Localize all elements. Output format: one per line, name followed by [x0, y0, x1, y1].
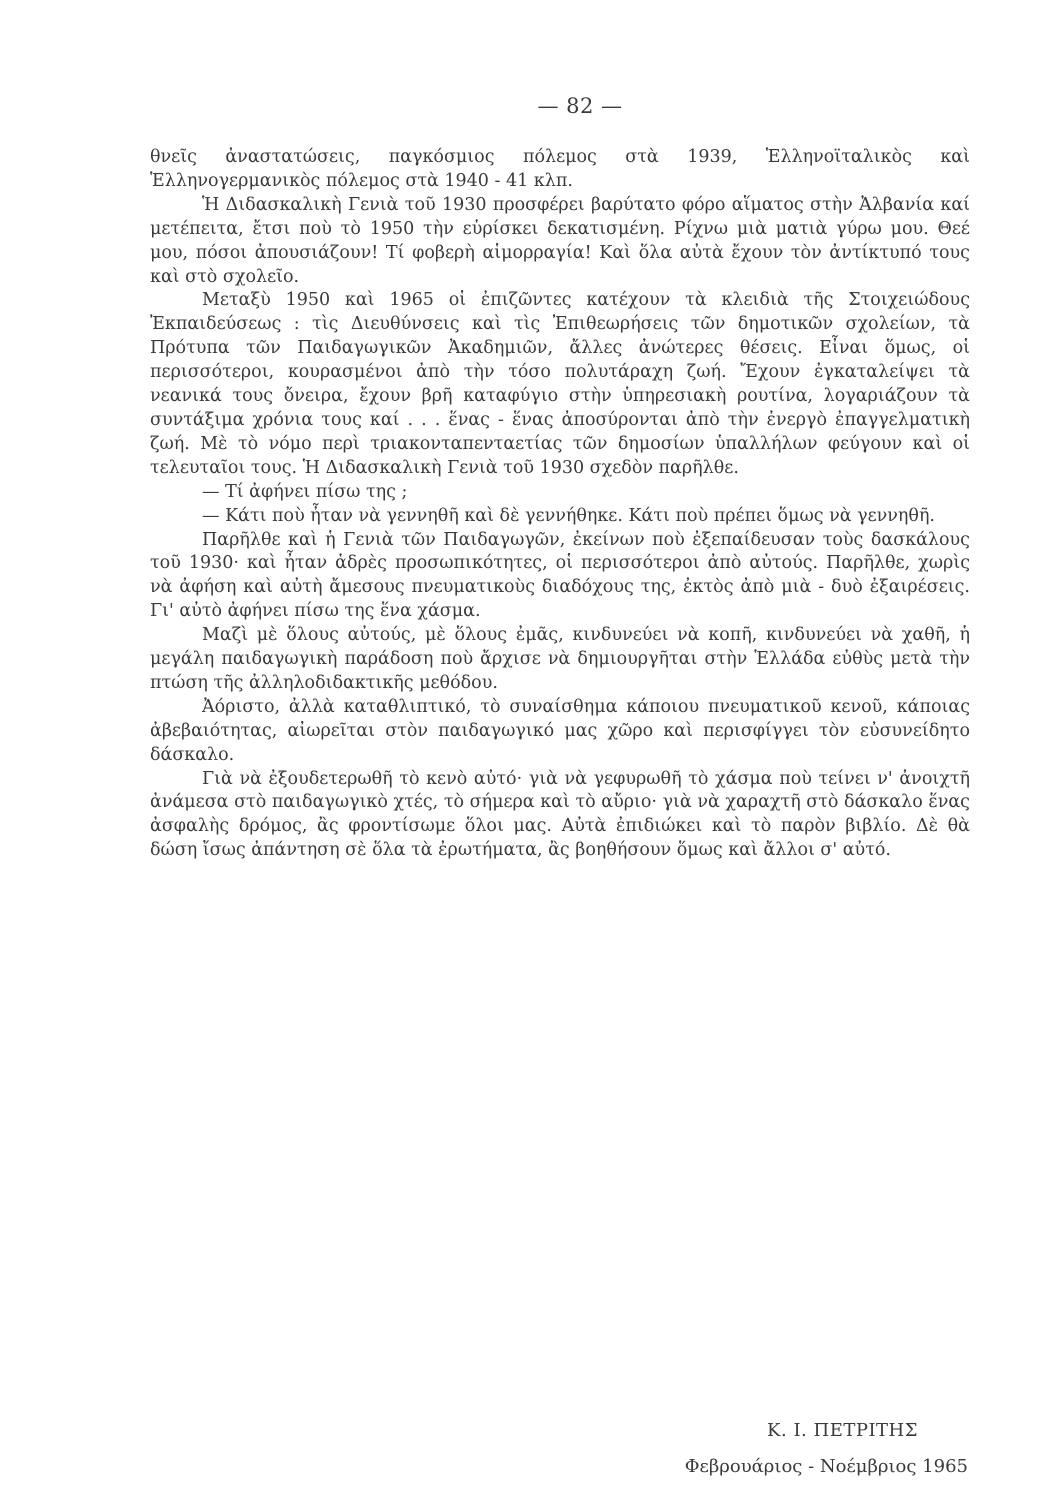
- page-number: — 82 —: [537, 94, 623, 118]
- author-name: Κ. Ι. ΠΕΤΡΙΤΗΣ: [767, 1420, 918, 1441]
- paragraph: Γιὰ νὰ ἐξουδετερωθῆ τὸ κενὸ αὐτό· γιὰ νὰ γεφυρωθῆ τὸ χάσμα ποὺ τείνει ν' ἀνοιχτῆ ἀνάμεσα στὸ παιδαγωγικὸ χτές, τὸ σήμερα καὶ τὸ αὔριο· γιὰ νὰ χαραχτῆ στὸ δάσκαλο ἕνας ἀσφαλὴς δρόμος, ἂς φροντίσωμε ὅλοι μας. Αὐτὰ ἐπιδιώκει καὶ τὸ παρὸν βιβλίο. Δὲ θὰ δώση ἴσως ἀπάντηση σὲ ὅλα τὰ ἐρωτήματα, ἂς βοηθήσουν ὅμως καὶ ἄλλοι σ' αὐτό.: [150, 768, 970, 861]
- paragraph: Ἡ Διδασκαλικὴ Γενιὰ τοῦ 1930 προσφέρει βαρύτατο φόρο αἵματος στὴν Ἀλβανία καί μετέπειτα, ἔτσι ποὺ τὸ 1950 τὴν εὑρίσκει δεκατισμένη. Ρίχνω μιὰ ματιὰ γύρω μου. Θεέ μου, πόσοι ἀπουσιάζουν! Τί φοβερὴ αἱμορραγία! Καὶ ὅλα αὐτὰ ἔχουν τὸν ἀντίκτυπό τους καὶ στὸ σχολεῖο.: [150, 194, 970, 287]
- signature-date: Φεβρουάριος - Νοέμβριος 1965: [684, 1456, 968, 1477]
- paragraph: Μεταξὺ 1950 καὶ 1965 οἱ ἐπιζῶντες κατέχουν τὰ κλειδιὰ τῆς Στοιχειώδους Ἐκπαιδεύσεως : τὶς Διευθύνσεις καὶ τὶς Ἐπιθεωρήσεις τῶν δημοτικῶν σχολείων, τὰ Πρότυπα τῶν Παιδαγωγικῶν Ἀκαδημιῶν, ἄλλες ἀνώτερες θέσεις. Εἶναι ὅμως, οἱ περισσότεροι, κουρασμένοι ἀπὸ τὴν τόσο πολυτάραχη ζωή. Ἔχουν ἐγκαταλείψει τὰ νεανικά τους ὄνειρα, ἔχουν βρῆ καταφύγιο στὴν ὑπηρεσιακὴ ρουτίνα, λογαριάζουν τὰ συντάξιμα χρόνια τους καί . . . ἕνας - ἕνας ἀποσύρονται ἀπὸ τὴν ἐνεργὸ ἐπαγγελματικὴ ζωή. Μὲ τὸ νόμο περὶ τριακονταπενταετίας τῶν δημοσίων ὑπαλλήλων φεύγουν καὶ οἱ τελευταῖοι τους. Ἡ Διδασκαλικὴ Γενιὰ τοῦ 1930 σχεδὸν παρῆλθε.: [150, 290, 970, 478]
- body-text: [150, 146, 970, 863]
- paragraph: Ἀόριστο, ἀλλὰ καταθλιπτικό, τὸ συναίσθημα κάποιου πνευματικοῦ κενοῦ, κάποιας ἀβεβαιότητας, αἰωρεῖται στὸν παιδαγωγικό μας χῶρο καὶ περισφίγγει τὸν εὐσυνείδητο δάσκαλο.: [150, 696, 970, 765]
- paragraph: Παρῆλθε καὶ ἡ Γενιὰ τῶν Παιδαγωγῶν, ἐκείνων ποὺ ἐξεπαίδευσαν τοὺς δασκάλους τοῦ 1930· καὶ ἦταν ἁδρὲς προσωπικότητες, οἱ περισσότεροι ἀπὸ αὐτούς. Παρῆλθε, χωρὶς νὰ ἀφήση καὶ αὐτὴ ἄμεσους πνευματικοὺς διαδόχους της, ἐκτὸς ἀπὸ μιὰ - δυὸ ἐξαιρέσεις. Γι' αὐτὸ ἀφήνει πίσω της ἕνα χάσμα.: [150, 529, 970, 622]
- signature-block: [600, 1413, 968, 1485]
- paragraph: θνεῖς ἀναστατώσεις, παγκόσμιος πόλεμος στὰ 1939, Ἑλληνοϊταλικὸς καὶ Ἑλληνογερμανικὸς πόλεμος στὰ 1940 - 41 κλπ.: [150, 147, 970, 191]
- paragraph: — Τί ἀφήνει πίσω της ;: [202, 481, 408, 502]
- paragraph: Μαζὶ μὲ ὅλους αὐτούς, μὲ ὅλους ἐμᾶς, κινδυνεύει νὰ κοπῆ, κινδυνεύει νὰ χαθῆ, ἡ μεγάλη παιδαγωγικὴ παράδοση ποὺ ἄρχισε νὰ δημιουργῆται στὴν Ἑλλάδα εὐθὺς μετὰ τὴν πτώση τῆς ἀλληλοδιδακτικῆς μεθόδου.: [150, 625, 970, 693]
- paragraph: — Κάτι ποὺ ἦταν νὰ γεννηθῆ καὶ δὲ γεννήθηκε. Κάτι ποὺ πρέπει ὅμως νὰ γεννηθῆ.: [202, 505, 935, 526]
